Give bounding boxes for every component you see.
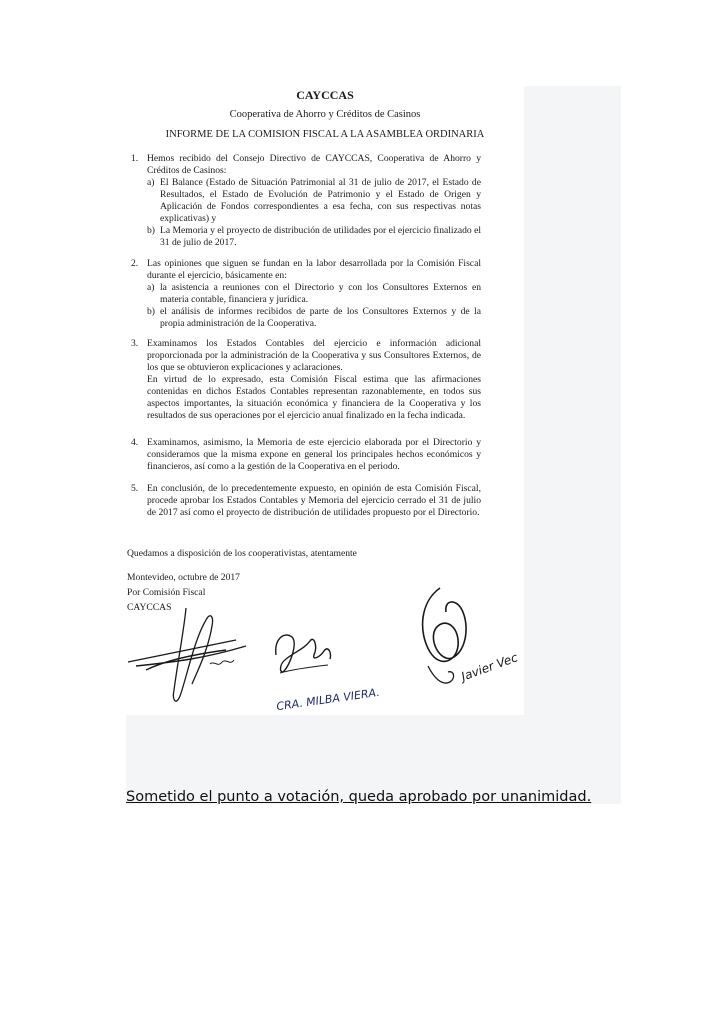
sub-item-letter: b) xyxy=(147,225,155,236)
item-number: 5. xyxy=(131,483,139,494)
report-item-2 xyxy=(131,258,481,330)
signature-name: CRA. MILBA VIERA. xyxy=(275,685,381,714)
sub-item xyxy=(147,282,481,306)
document-org-title: CAYCCAS xyxy=(296,88,354,102)
item-text: Examinamos, asimismo, la Memoria de este ejercicio elaborada por el Directorio y consideramos que la misma expone en general los principales hechos económicos y financieros, así como a la gestión de la Cooperativa en el periodo. xyxy=(147,437,481,472)
closing-line: Quedamos a disposición de los cooperativistas, atentamente xyxy=(127,548,357,559)
sub-item-letter: b) xyxy=(147,306,155,317)
item-number: 4. xyxy=(131,437,139,448)
signature-1-icon xyxy=(126,600,256,712)
signature-name-2: Javier Vec xyxy=(459,650,520,684)
item-number: 2. xyxy=(131,258,139,269)
report-item-5 xyxy=(131,483,481,519)
document-subtitle: Cooperativa de Ahorro y Créditos de Casinos xyxy=(229,109,421,120)
sub-item xyxy=(147,225,481,249)
item-text: Examinamos los Estados Contables del ejercicio e información adicional proporcionada por la administración de la Cooperativa y sus Consultores Externos, de los que se obtuvieron explicaciones y aclaraciones. xyxy=(147,338,481,373)
vote-result-note: Sometido el punto a votación, queda aprobado por unanimidad. xyxy=(126,789,592,805)
report-item-4 xyxy=(131,437,481,473)
sub-item xyxy=(147,177,481,225)
signature-3-icon xyxy=(410,582,480,702)
document-heading: INFORME DE LA COMISION FISCAL A LA ASAMBLEA ORDINARIA xyxy=(165,129,485,140)
sub-item-letter: a) xyxy=(147,177,155,188)
sub-item xyxy=(147,306,481,330)
item-number: 1. xyxy=(131,153,139,164)
sub-item-text: La Memoria y el proyecto de distribución de utilidades por el ejercicio finalizado el 31 de julio de 2017. xyxy=(160,225,482,248)
place-date: Montevideo, octubre de 2017 xyxy=(127,572,240,583)
signature-2-icon xyxy=(270,625,340,681)
org-sign: CAYCCAS xyxy=(127,602,172,613)
report-item-1 xyxy=(131,153,481,249)
sub-item-text: el análisis de informes recibidos de parte de los Consultores Externos y de la propia administración de la Cooperativa. xyxy=(160,306,481,329)
item-text: En conclusión, de lo precedentemente expuesto, en opinión de esta Comisión Fiscal, procede aprobar los Estados Contables y Memoria del ejercicio cerrado el 31 de julio de 2017 así como el proyecto de distribución de utilidades propuesto por el Directorio. xyxy=(147,483,481,518)
by-commission: Por Comisión Fiscal xyxy=(127,587,206,598)
scan-margin-right xyxy=(524,86,621,804)
report-item-3 xyxy=(131,338,481,422)
item-text: Hemos recibido del Consejo Directivo de CAYCCAS, Cooperativa de Ahorro y Créditos de Casinos: xyxy=(147,153,481,176)
item-text: Las opiniones que siguen se fundan en la labor desarrollada por la Comisión Fiscal durante el ejercicio, básicamente en: xyxy=(147,258,481,281)
item-text-continued: En virtud de lo expresado, esta Comisión Fiscal estima que las afirmaciones contenidas en dichos Estados Contables representan razonablemente, en todos sus aspectos importantes, la situación económica y financiera de la Cooperativa y los resultados de sus operaciones por el ejercicio anual finalizado en la fecha indicada. xyxy=(147,374,481,421)
sub-item-text: El Balance (Estado de Situación Patrimonial al 31 de julio de 2017, el Estado de Resultados, el Estado de Evolución de Patrimonio y el Estado de Origen y Aplicación de Fondos correspondientes a esa fecha, con sus respectivas notas explicativas) y xyxy=(160,177,481,224)
sub-item-letter: a) xyxy=(147,282,155,293)
item-number: 3. xyxy=(131,338,139,349)
sub-item-text: la asistencia a reuniones con el Directorio y con los Consultores Externos en materia contable, financiera y jurídica. xyxy=(160,282,481,305)
